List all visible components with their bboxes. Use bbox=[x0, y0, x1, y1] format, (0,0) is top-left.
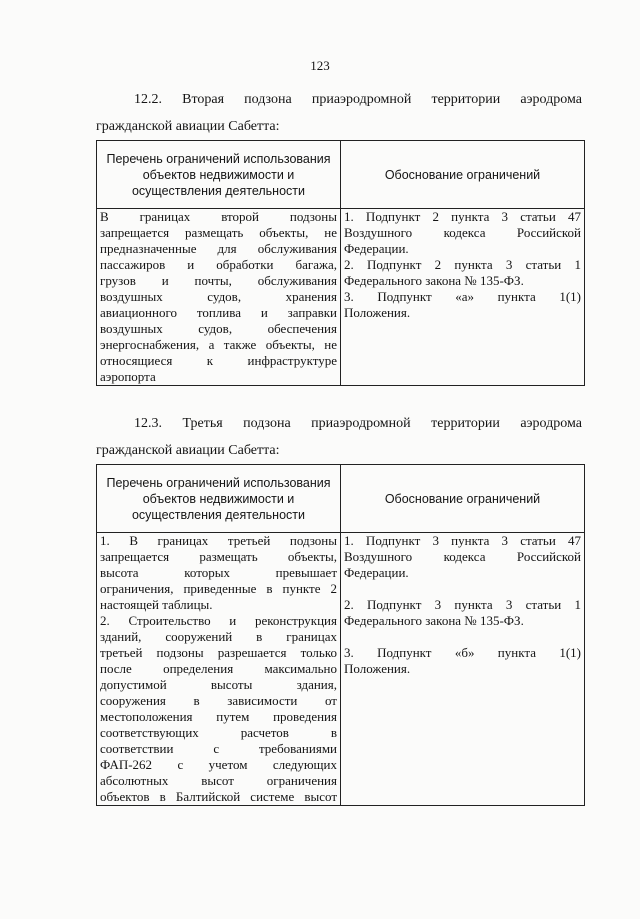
table-12-3-col1-header: Перечень ограничений использования объектов недвижимости и осуществления деятельности bbox=[97, 465, 341, 533]
text-line: воздушных судов, хранения bbox=[100, 289, 337, 304]
text-line: 3. Подпункт «б» пункта 1(1) bbox=[344, 645, 581, 660]
table-12-2-col1-header: Перечень ограничений использования объектов недвижимости и осуществления деятельности bbox=[97, 141, 341, 209]
text-line: Федерации. bbox=[344, 565, 409, 580]
text-line: энергоснабжения, а также объекты, не bbox=[100, 337, 337, 352]
text-line: Положения. bbox=[344, 305, 411, 320]
text-line: воздушных судов, обеспечения bbox=[100, 321, 337, 336]
table-12-2-row bbox=[97, 209, 585, 386]
section-12-2-heading-line1: 12.2. Вторая подзона приаэродромной территории аэродрома bbox=[134, 92, 582, 107]
table-12-2-col2-header: Обоснование ограничений bbox=[341, 141, 585, 209]
text-line: ФАП-262 с учетом следующих bbox=[100, 757, 337, 772]
text-line: Воздушного кодекса Российской bbox=[344, 549, 581, 564]
table-12-3-basis-cell bbox=[341, 533, 585, 806]
section-12-3-heading-line2: гражданской авиации Сабетта: bbox=[96, 443, 280, 458]
text-line: 1. Подпункт 3 пункта 3 статьи 47 bbox=[344, 533, 581, 548]
text-line: 2. Подпункт 2 пункта 3 статьи 1 bbox=[344, 257, 581, 272]
text-line: пассажиров и обработки багажа, bbox=[100, 257, 337, 272]
table-12-3-row bbox=[97, 533, 585, 806]
text-line: предназначенные для обслуживания bbox=[100, 241, 337, 256]
section-12-3-heading-line1: 12.3. Третья подзона приаэродромной территории аэродрома bbox=[134, 416, 582, 431]
spacer bbox=[344, 581, 581, 597]
text-line: Воздушного кодекса Российской bbox=[344, 225, 581, 240]
table-12-3-header-row bbox=[97, 465, 585, 533]
text-line: запрещается размещать объекты, не bbox=[100, 225, 337, 240]
text-line: 2. Строительство и реконструкция bbox=[100, 613, 337, 628]
text-line: ограничения, приведенные в пункте 2 bbox=[100, 581, 337, 596]
text-line: соответствии с требованиями bbox=[100, 741, 337, 756]
text-line: относящиеся к инфраструктуре bbox=[100, 353, 337, 368]
text-line: зданий, сооружений в границах bbox=[100, 629, 337, 644]
text-line: местоположения путем проведения bbox=[100, 709, 337, 724]
section-12-3-heading bbox=[96, 409, 582, 439]
text-line: 1. В границах третьей подзоны bbox=[100, 533, 337, 548]
text-line: третьей подзоны разрешается только bbox=[100, 645, 337, 660]
text-line: В границах второй подзоны bbox=[100, 209, 337, 224]
text-line: Федерального закона № 135-ФЗ. bbox=[344, 273, 524, 288]
text-line: авиационного топлива и заправки bbox=[100, 305, 337, 320]
text-line: Федерального закона № 135-ФЗ. bbox=[344, 613, 524, 628]
text-line: грузов и почты, обслуживания bbox=[100, 273, 337, 288]
text-line: запрещается размещать объекты, bbox=[100, 549, 337, 564]
text-line: Федерации. bbox=[344, 241, 409, 256]
text-line: 3. Подпункт «а» пункта 1(1) bbox=[344, 289, 581, 304]
text-line: настоящей таблицы. bbox=[100, 597, 213, 612]
text-line: сооружения в зависимости от bbox=[100, 693, 337, 708]
table-12-2-basis-cell bbox=[341, 209, 585, 386]
text-line: Положения. bbox=[344, 661, 411, 676]
table-12-3-col2-header: Обоснование ограничений bbox=[341, 465, 585, 533]
spacer bbox=[344, 629, 581, 645]
table-12-3 bbox=[96, 464, 585, 806]
page-number: 123 bbox=[310, 58, 330, 73]
table-12-2 bbox=[96, 140, 585, 386]
table-12-2-restrictions-cell bbox=[97, 209, 341, 386]
section-12-2-heading bbox=[96, 85, 582, 115]
section-12-2-heading-line2: гражданской авиации Сабетта: bbox=[96, 119, 280, 134]
text-line: абсолютных высот ограничения bbox=[100, 773, 337, 788]
text-line: аэропорта bbox=[100, 369, 156, 384]
text-line: 2. Подпункт 3 пункта 3 статьи 1 bbox=[344, 597, 581, 612]
text-line: высота которых превышает bbox=[100, 565, 337, 580]
table-12-2-header-row bbox=[97, 141, 585, 209]
text-line: допустимой высоты здания, bbox=[100, 677, 337, 692]
text-line: соответствующих расчетов в bbox=[100, 725, 337, 740]
text-line: после определения максимально bbox=[100, 661, 337, 676]
table-12-3-restrictions-cell bbox=[97, 533, 341, 806]
text-line: объектов в Балтийской системе высот bbox=[100, 789, 337, 804]
text-line: 1. Подпункт 2 пункта 3 статьи 47 bbox=[344, 209, 581, 224]
